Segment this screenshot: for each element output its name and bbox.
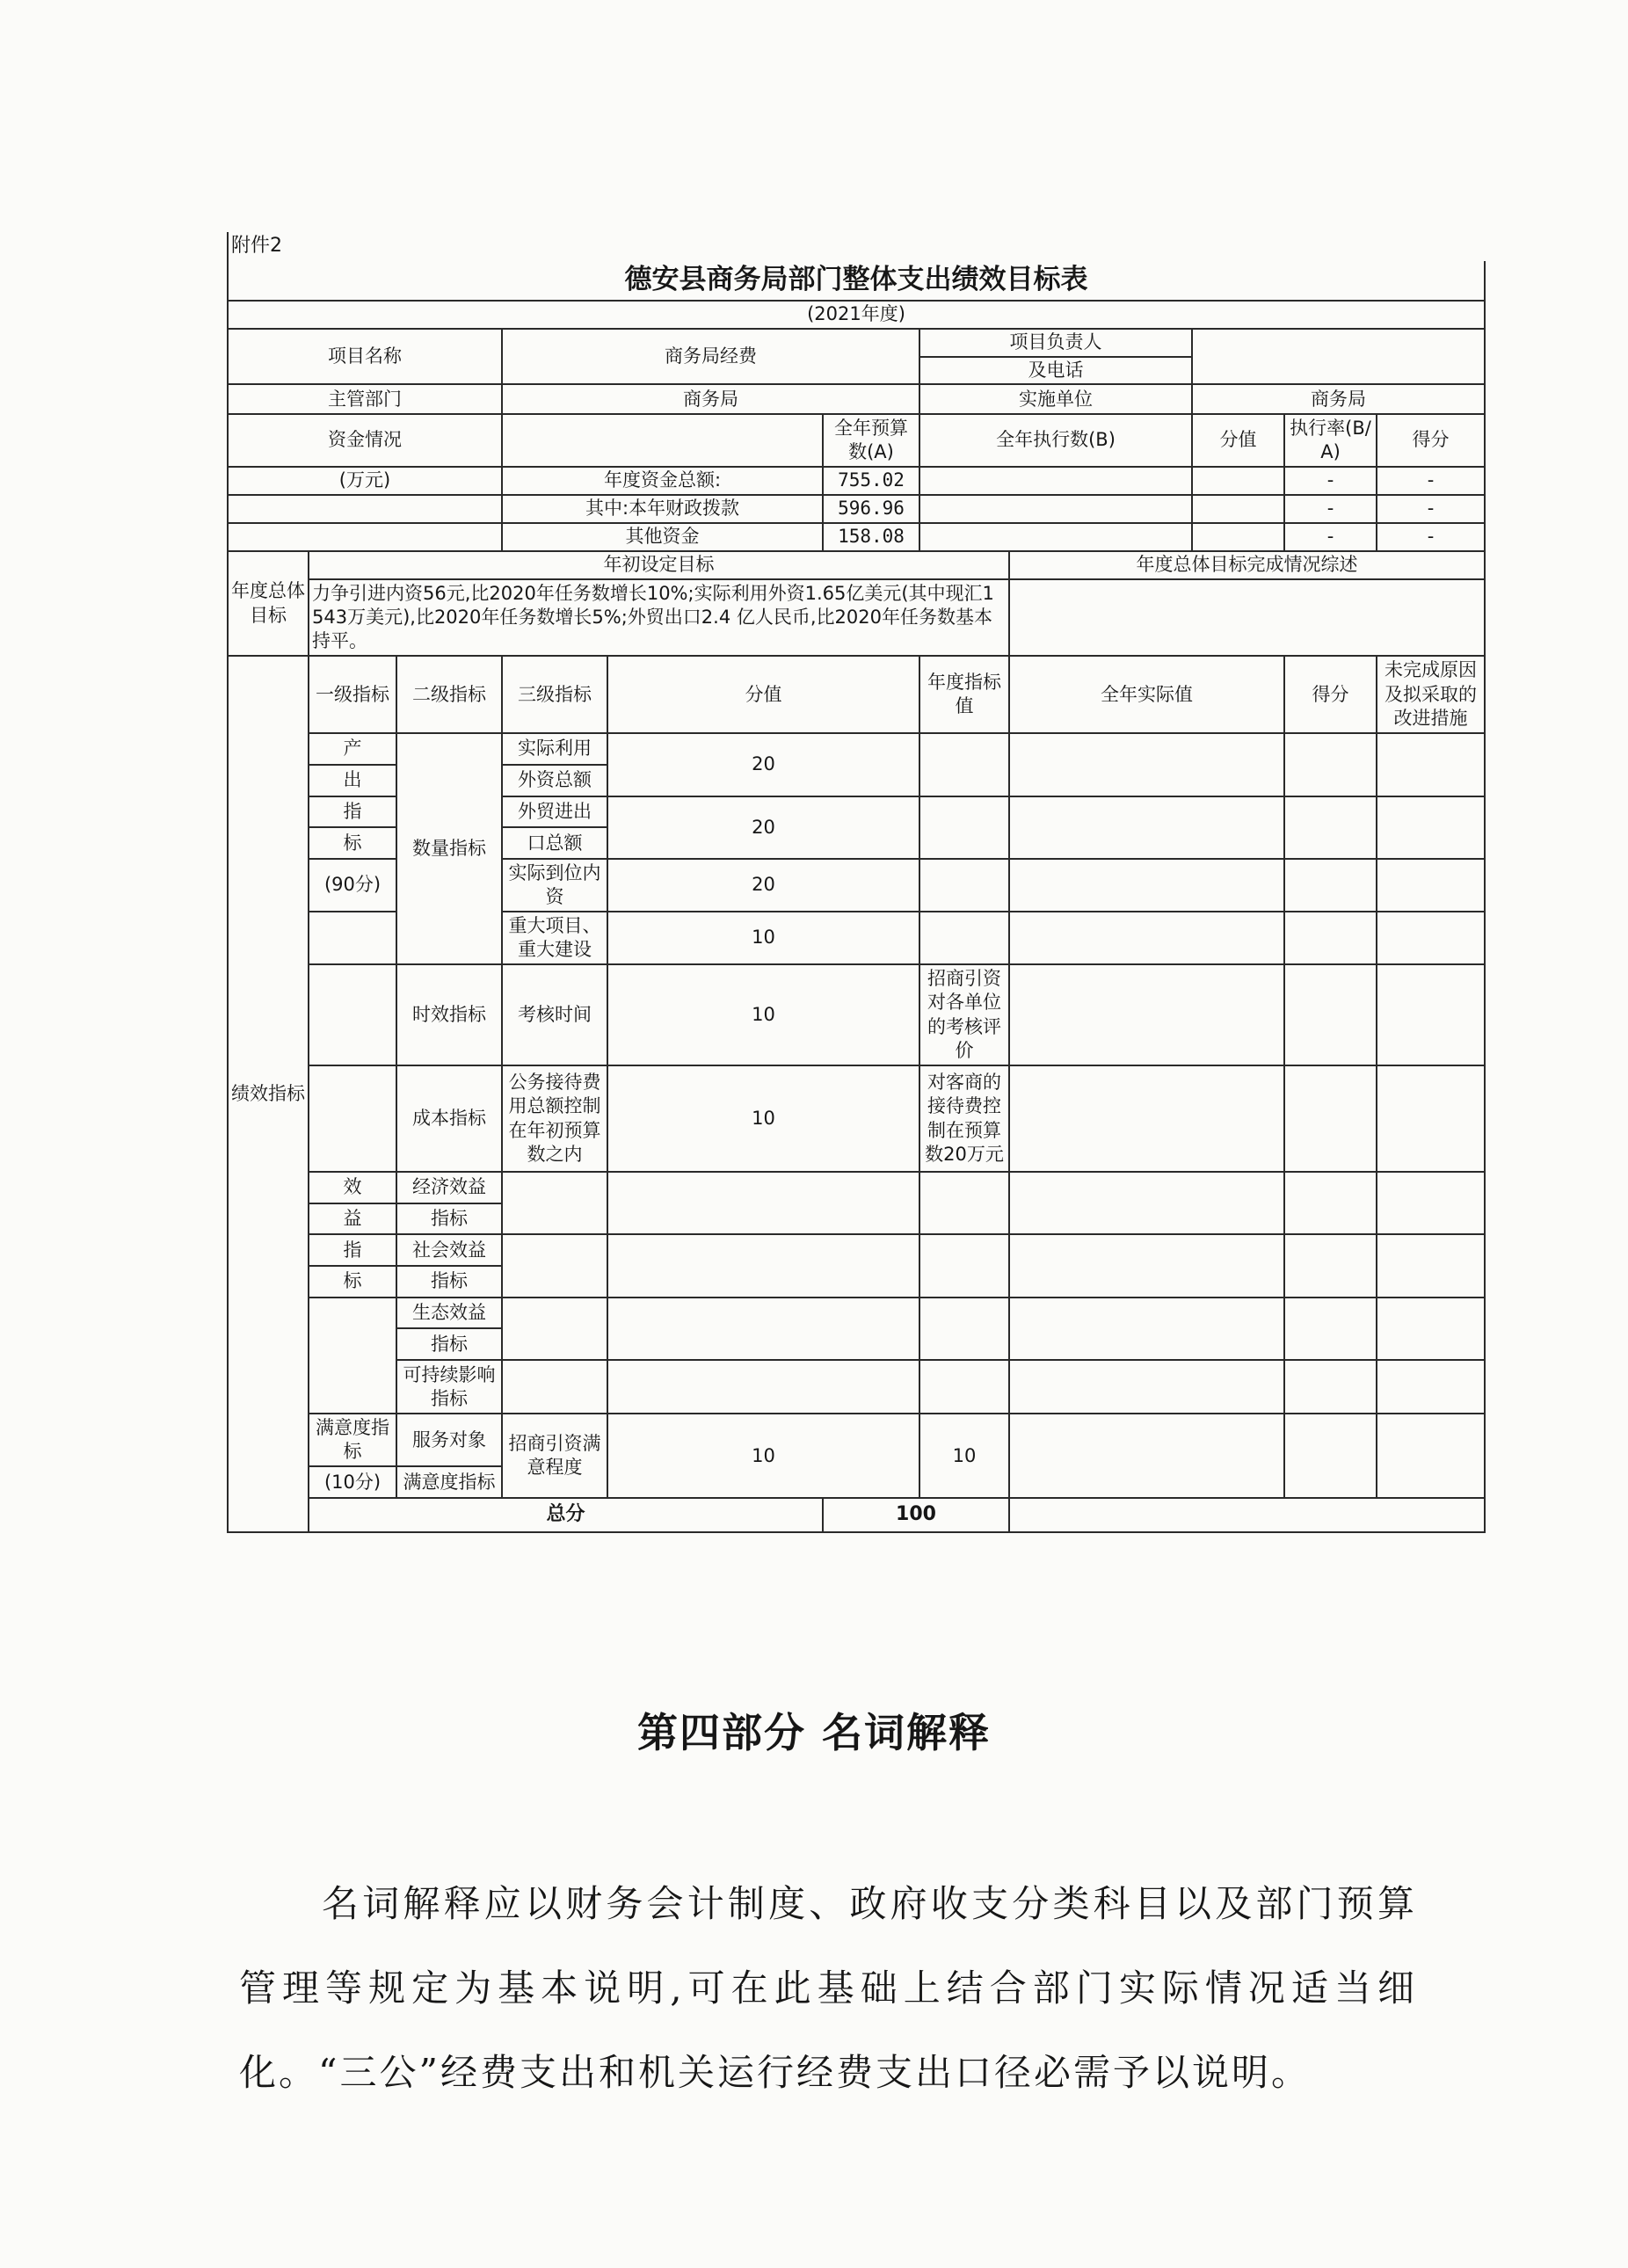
- indicator-annual-value: [919, 796, 1009, 859]
- indicator-name: 口总额: [502, 827, 607, 859]
- indicator-reasons: [1377, 859, 1485, 912]
- level2-header: 二级指标: [396, 656, 502, 733]
- benefit-cell: [1009, 1298, 1284, 1360]
- indicator-score: 20: [607, 796, 919, 859]
- performance-target-table: [227, 232, 1486, 1533]
- other-funds-rate: -: [1284, 523, 1377, 551]
- benefit-cell: [919, 1360, 1009, 1414]
- output-points: (90分): [309, 859, 396, 912]
- project-name-value: 商务局经费: [502, 329, 919, 385]
- indicator-name: 外贸进出: [502, 796, 607, 828]
- fiscal-score: [1192, 495, 1284, 523]
- total-blank: [1009, 1498, 1485, 1532]
- indicator-actual-value: [1009, 733, 1284, 796]
- benefit-cell: [1284, 1360, 1377, 1414]
- social-benefit-label-2: 指标: [396, 1266, 502, 1298]
- other-funds-score: [1192, 523, 1284, 551]
- satisfaction-item: 招商引资满意程度: [502, 1414, 607, 1498]
- benefit-cell: [1284, 1298, 1377, 1360]
- indicator-name: 重大项目、重大建设: [502, 912, 607, 964]
- indicator-got-score: [1284, 912, 1377, 964]
- funds-blank-3: [228, 523, 502, 551]
- indicator-name: 实际到位内资: [502, 859, 607, 912]
- timeliness-reasons: [1377, 964, 1485, 1066]
- indicator-annual-value: [919, 912, 1009, 964]
- got-score-header: 得分: [1377, 414, 1485, 467]
- body-text: [239, 1862, 1417, 2115]
- benefit-cell: [607, 1172, 919, 1234]
- benefit-cell: [607, 1298, 919, 1360]
- satisfaction-reasons: [1377, 1414, 1485, 1498]
- satisfaction-points: (10分): [309, 1466, 396, 1498]
- indicator-actual-value: [1009, 912, 1284, 964]
- fiscal-got: -: [1377, 495, 1485, 523]
- benefit-cell: [502, 1360, 607, 1414]
- benefit-cell: [607, 1360, 919, 1414]
- output-char: 指: [309, 796, 396, 828]
- benefit-cell: [1009, 1234, 1284, 1297]
- exec-unit-label: 实施单位: [919, 384, 1192, 414]
- total-funds-rate: -: [1284, 467, 1377, 495]
- timeliness-score: 10: [607, 964, 919, 1066]
- output-blank: [309, 1065, 396, 1171]
- output-char: 标: [309, 827, 396, 859]
- indicator-actual-value: [1009, 859, 1284, 912]
- indicator-reasons: [1377, 912, 1485, 964]
- annual-goal-label: 年度总体目标: [228, 551, 309, 657]
- section-heading: 第四部分 名词解释: [636, 1709, 991, 1756]
- funds-blank-2: [228, 495, 502, 523]
- score-header: 分值: [1192, 414, 1284, 467]
- got-score-col-header: 得分: [1284, 656, 1377, 733]
- benefit-cell: [1009, 1172, 1284, 1234]
- level3-header: 三级指标: [502, 656, 607, 733]
- benefit-cell: [607, 1234, 919, 1297]
- other-funds-got: -: [1377, 523, 1485, 551]
- quantity-indicator-label: 数量指标: [396, 733, 502, 964]
- funds-blank: [502, 414, 823, 467]
- indicator-score: 20: [607, 859, 919, 912]
- attachment-label: 附件2: [228, 232, 1485, 261]
- output-blank: [309, 912, 396, 964]
- annual-goal-set-header: 年初设定目标: [309, 551, 1009, 579]
- satisfaction-sub-label-2: 满意度指标: [396, 1466, 502, 1498]
- indicator-name: 实际利用: [502, 733, 607, 765]
- cost-actual: [1009, 1065, 1284, 1171]
- timeliness-indicator-label: 时效指标: [396, 964, 502, 1066]
- fiscal-rate: -: [1284, 495, 1377, 523]
- econ-benefit-label: 经济效益: [396, 1172, 502, 1203]
- satisfaction-got: [1284, 1414, 1377, 1498]
- benefit-cell: [1284, 1234, 1377, 1297]
- benefit-blank: [309, 1298, 396, 1414]
- form-year: (2021年度): [228, 301, 1485, 329]
- cost-got: [1284, 1065, 1377, 1171]
- econ-benefit-label-2: 指标: [396, 1203, 502, 1235]
- output-char: 产: [309, 733, 396, 765]
- indicator-name: 外资总额: [502, 765, 607, 796]
- project-leader-phone-label: 及电话: [919, 357, 1192, 385]
- reasons-header: 未完成原因及拟采取的改进措施: [1377, 656, 1485, 733]
- score-col-header: 分值: [607, 656, 919, 733]
- funds-label: 资金情况: [228, 414, 502, 467]
- total-funds-label: 年度资金总额:: [502, 467, 823, 495]
- cost-indicator-label: 成本指标: [396, 1065, 502, 1171]
- benefit-cell: [919, 1298, 1009, 1360]
- other-funds-value: 158.08: [823, 523, 919, 551]
- definitions-paragraph: 名词解释应以财务会计制度、政府收支分类科目以及部门预算管理等规定为基本说明,可在此基础上结合部门实际情况适当细化。“三公”经费支出和机关运行经费支出口径必需予以说明。: [239, 1882, 1417, 2094]
- eco-benefit-label: 生态效益: [396, 1298, 502, 1329]
- total-funds-value: 755.02: [823, 467, 919, 495]
- indicator-annual-value: [919, 733, 1009, 796]
- total-label: 总分: [309, 1498, 823, 1532]
- benefit-cell: [1377, 1298, 1485, 1360]
- benefit-cell: [919, 1234, 1009, 1297]
- dept-value: 商务局: [502, 384, 919, 414]
- total-value: 100: [823, 1498, 1009, 1532]
- fiscal-label: 其中:本年财政拨款: [502, 495, 823, 523]
- timeliness-got: [1284, 964, 1377, 1066]
- satisfaction-sub-label: 服务对象: [396, 1414, 502, 1466]
- level1-header: 一级指标: [309, 656, 396, 733]
- annual-goal-summary: [1009, 579, 1485, 657]
- indicator-got-score: [1284, 796, 1377, 859]
- satisfaction-label: 满意度指标: [309, 1414, 396, 1466]
- indicator-reasons: [1377, 733, 1485, 796]
- indicator-actual-value: [1009, 796, 1284, 859]
- satisfaction-target: 10: [919, 1414, 1009, 1498]
- benefit-char: 标: [309, 1266, 396, 1298]
- satisfaction-actual: [1009, 1414, 1284, 1498]
- executed-header: 全年执行数(B): [919, 414, 1192, 467]
- cost-item: 公务接待费用总额控制在年初预算数之内: [502, 1065, 607, 1171]
- total-funds-got: -: [1377, 467, 1485, 495]
- eco-benefit-label-2: 指标: [396, 1328, 502, 1360]
- indicator-got-score: [1284, 859, 1377, 912]
- timeliness-actual: [1009, 964, 1284, 1066]
- benefit-cell: [1377, 1234, 1485, 1297]
- total-funds-executed: [919, 467, 1192, 495]
- dept-label: 主管部门: [228, 384, 502, 414]
- benefit-cell: [1377, 1172, 1485, 1234]
- benefit-char: 效: [309, 1172, 396, 1203]
- actual-value-header: 全年实际值: [1009, 656, 1284, 733]
- annual-goal-text: 力争引进内资56元,比2020年任务数增长10%;实际利用外资1.65亿美元(其中现汇1543万美元),比2020年任务数增长5%;外贸出口2.4 亿人民币,比2020年任务数基本持平。: [309, 579, 1009, 657]
- fiscal-executed: [919, 495, 1192, 523]
- benefit-cell: [502, 1172, 607, 1234]
- budget-header: 全年预算数(A): [823, 414, 919, 467]
- satisfaction-score: 10: [607, 1414, 919, 1498]
- benefit-char: 指: [309, 1234, 396, 1266]
- fiscal-value: 596.96: [823, 495, 919, 523]
- indicator-got-score: [1284, 733, 1377, 796]
- timeliness-item: 考核时间: [502, 964, 607, 1066]
- exec-rate-header: 执行率(B/A): [1284, 414, 1377, 467]
- indicator-score: 20: [607, 733, 919, 796]
- other-funds-executed: [919, 523, 1192, 551]
- performance-target-form: [227, 232, 1478, 1533]
- output-blank: [309, 964, 396, 1066]
- annual-value-header: 年度指标值: [919, 656, 1009, 733]
- other-funds-label: 其他资金: [502, 523, 823, 551]
- project-leader-value: [1192, 329, 1485, 385]
- benefit-cell: [502, 1298, 607, 1360]
- output-char: 出: [309, 765, 396, 796]
- indicator-score: 10: [607, 912, 919, 964]
- benefit-char: 益: [309, 1203, 396, 1235]
- sustain-label: 可持续影响指标: [396, 1360, 502, 1414]
- project-name-label: 项目名称: [228, 329, 502, 385]
- benefit-cell: [1284, 1172, 1377, 1234]
- benefit-cell: [1009, 1360, 1284, 1414]
- benefit-cell: [1377, 1360, 1485, 1414]
- benefit-cell: [502, 1234, 607, 1297]
- cost-target: 对客商的接待费控制在预算数20万元: [919, 1065, 1009, 1171]
- funds-unit: (万元): [228, 467, 502, 495]
- indicator-reasons: [1377, 796, 1485, 859]
- benefit-cell: [919, 1172, 1009, 1234]
- social-benefit-label: 社会效益: [396, 1234, 502, 1266]
- performance-indicators-label: 绩效指标: [228, 656, 309, 1532]
- annual-goal-summary-header: 年度总体目标完成情况综述: [1009, 551, 1485, 579]
- form-title: 德安县商务局部门整体支出绩效目标表: [228, 261, 1485, 301]
- total-funds-score: [1192, 467, 1284, 495]
- project-leader-label: 项目负责人: [919, 329, 1192, 357]
- exec-unit-value: 商务局: [1192, 384, 1485, 414]
- indicator-annual-value: [919, 859, 1009, 912]
- cost-reasons: [1377, 1065, 1485, 1171]
- timeliness-target: 招商引资对各单位的考核评价: [919, 964, 1009, 1066]
- cost-score: 10: [607, 1065, 919, 1171]
